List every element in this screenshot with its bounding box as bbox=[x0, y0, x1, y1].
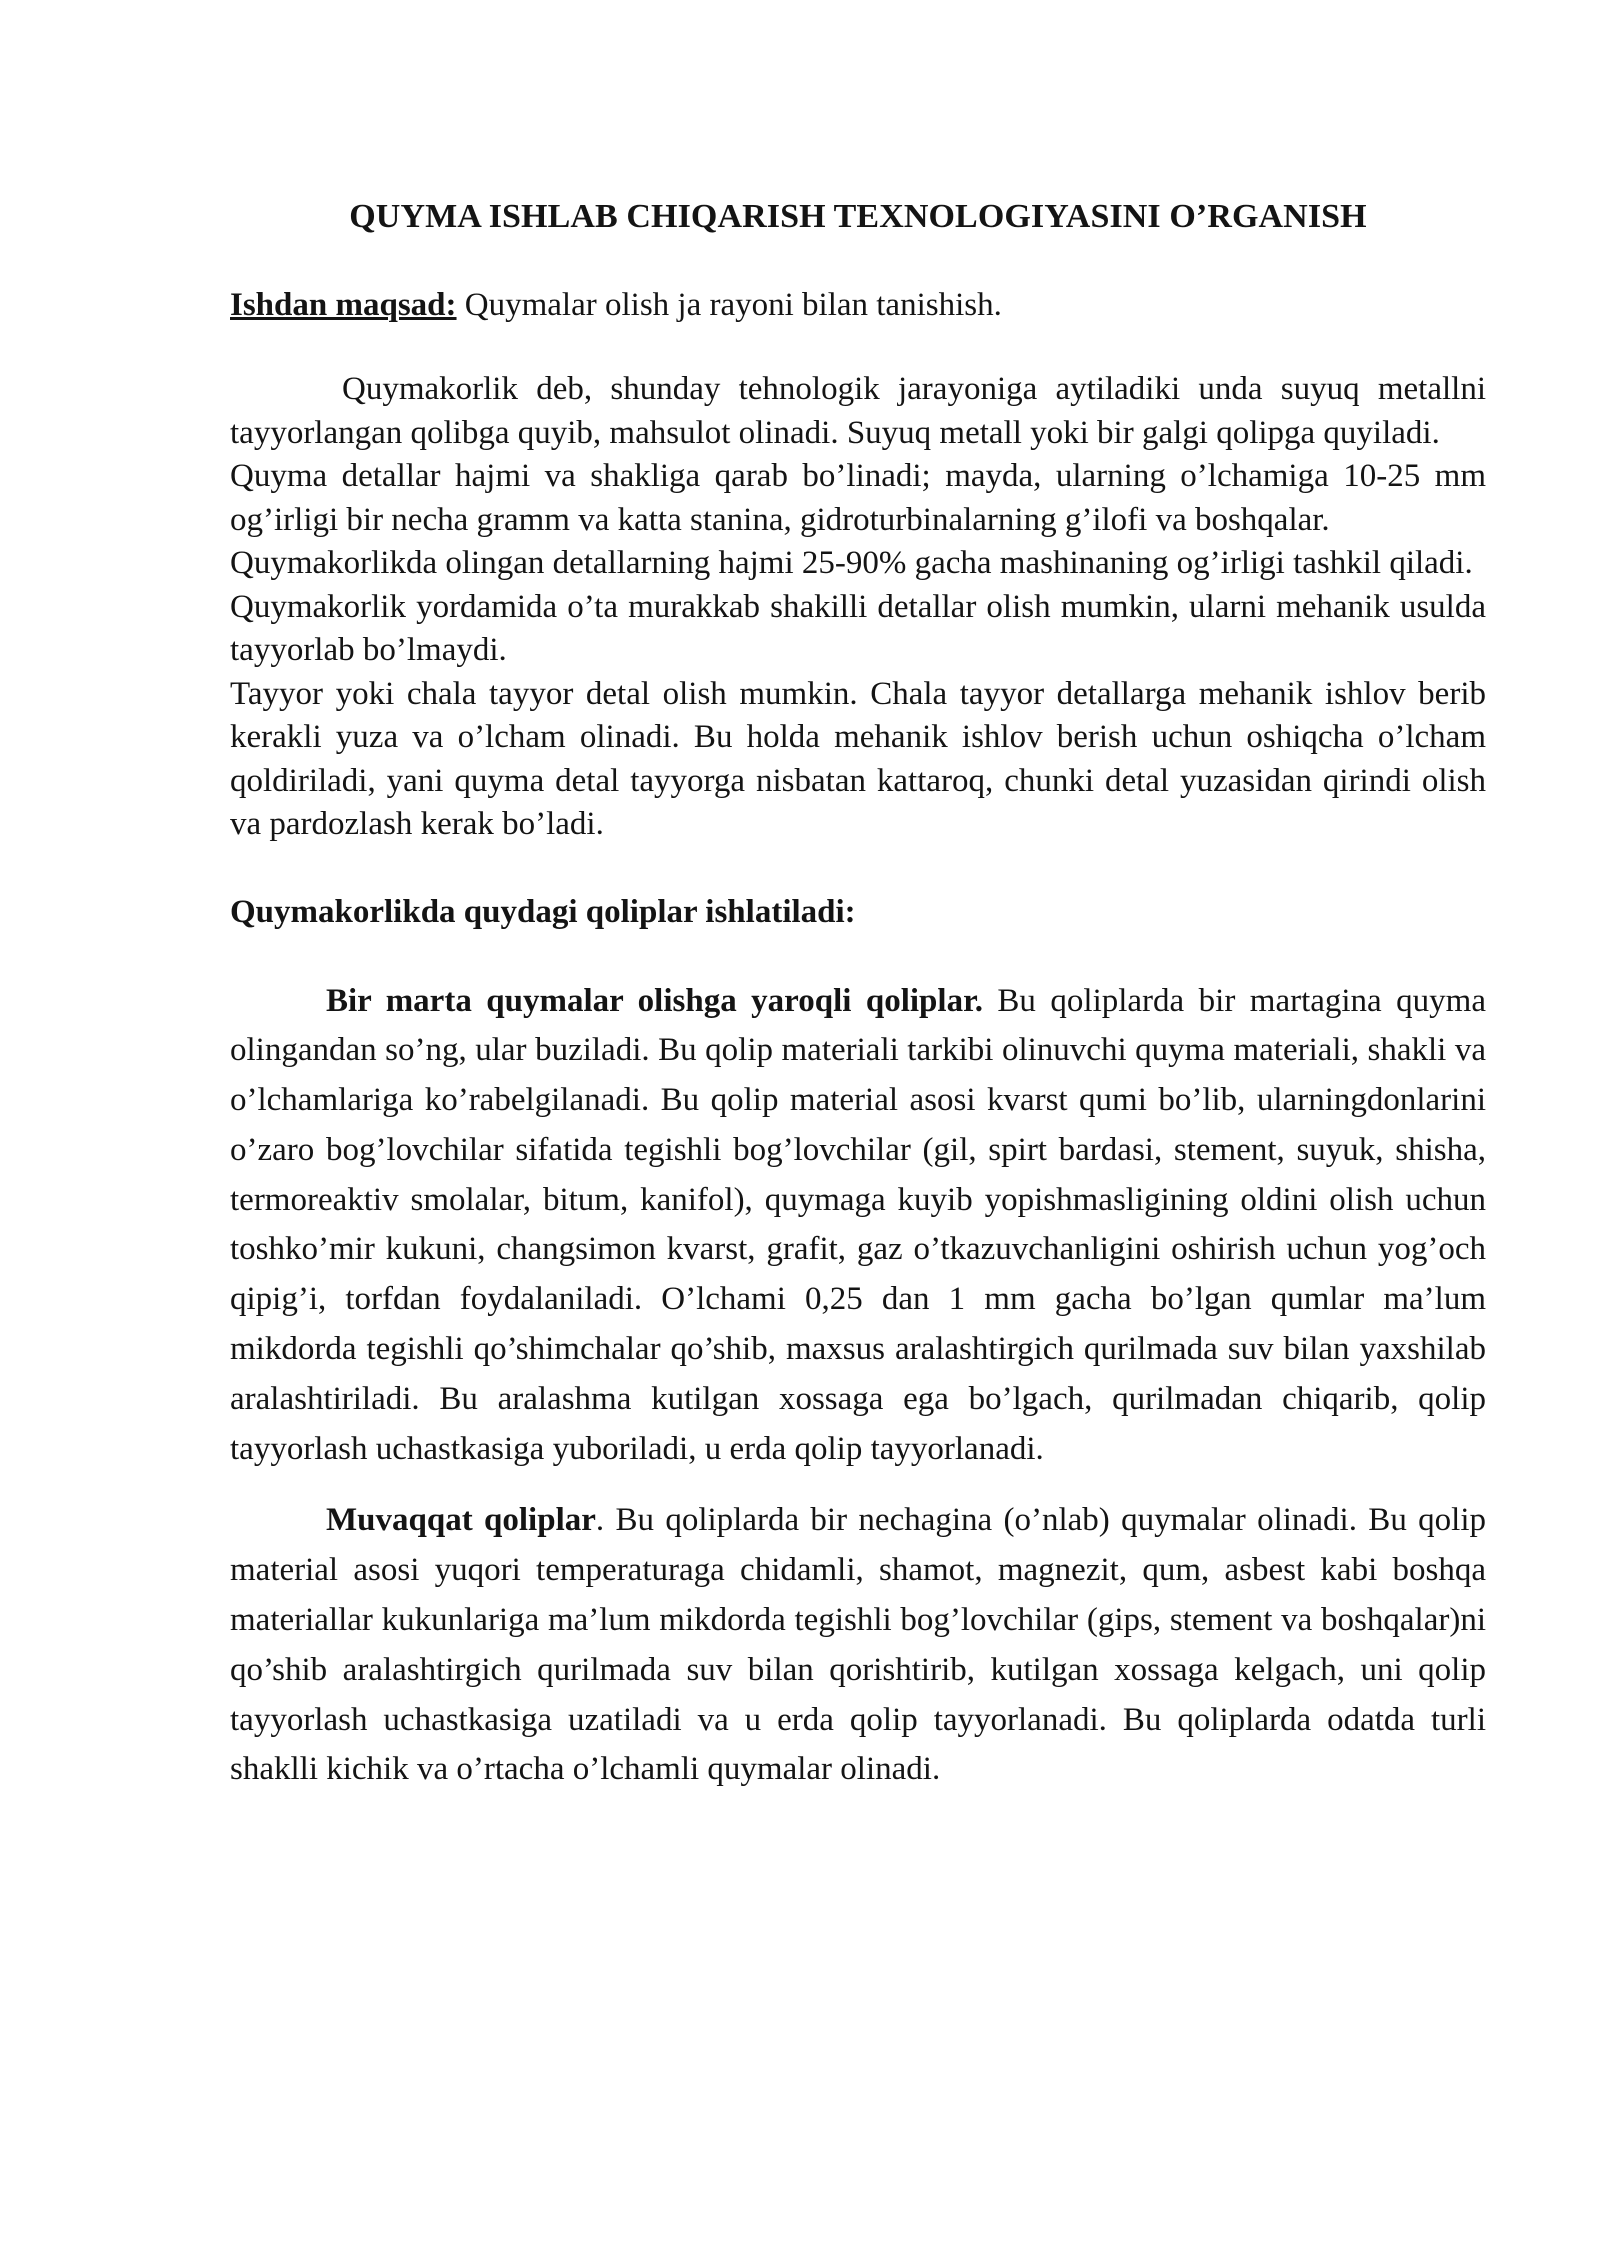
intro-paragraph: Quyma detallar hajmi va shakliga qarab bo’linadi; mayda, ularning o’lchamiga 10-25 mm og’irligi bir necha gramm va katta stanina, gidroturbinalarning g’ilofi va boshqalar. bbox=[230, 458, 1486, 538]
mold-paragraph-temporary bbox=[230, 1496, 1486, 1795]
intro-section bbox=[230, 368, 1486, 847]
intro-paragraph: Tayyor yoki chala tayyor detal olish mumkin. Chala tayyor detallarga mehanik ishlov berib kerakli yuza va o’lcham olinadi. Bu holda mehanik ishlov berish uchun oshiqcha o’lcham qoldiriladi, yani quyma detal tayyorga nisbatan kattaroq, chunki detal yuzasidan qirindi olish va pardozlash kerak bo’ladi. bbox=[230, 675, 1486, 842]
paragraph-lead: Muvaqqat qoliplar bbox=[326, 1502, 596, 1539]
aim-label: Ishdan maqsad: bbox=[230, 287, 457, 323]
paragraph-lead: Bir marta quymalar olishga yaroqli qoliplar. bbox=[326, 982, 983, 1019]
section-heading: Quymakorlikda quydagi qoliplar ishlatiladi: bbox=[230, 893, 856, 930]
intro-paragraph: Quymakorlik deb, shunday tehnologik jarayoniga aytiladiki unda suyuq metallni tayyorlangan qolibga quyib, mahsulot olinadi. Suyuq metall yoki bir galgi qolipga quyiladi. bbox=[230, 371, 1486, 451]
paragraph-text: Bu qoliplarda bir martagina quyma olingandan so’ng, ular buziladi. Bu qolip materiali tarkibi olinuvchi quyma materiali, shakli va o’lchamlariga ko’rabelgilanadi. Bu qolip material asosi kvarst qumi bo’lib, ularningdonlarini o’zaro bog’lovchilar sifatida tegishli bog’lovchilar (gil, spirt bardasi, stement, suyuk, shisha, termoreaktiv smolalar, bitum, kanifol), quymaga kuyib yopishmasligining oldini olish uchun toshko’mir kukuni, changsimon kvarst, grafit, gaz o’tkazuvchanligini oshirish uchun yog’och qipig’i, torfdan foydalaniladi. O’lchami 0,25 dan 1 mm gacha bo’lgan qumlar ma’lum mikdorda tegishli qo’shimchalar qo’shib, maxsus aralashtirgich qurilmada suv bilan yaxshilab aralashtiriladi. Bu aralashma kutilgan xossaga ega bo’lgach, qurilmadan chiqarib, qolip tayyorlash uchastkasiga yuboriladi, u erda qolip tayyorlanadi. bbox=[230, 982, 1486, 1467]
document-page bbox=[230, 196, 1486, 1795]
paragraph-text: . Bu qoliplarda bir nechagina (o’nlab) quymalar olinadi. Bu qolip material asosi yuqori temperaturaga chidamli, shamot, magnezit, qum, asbest kabi boshqa materiallar kukunlariga ma’lum mikdorda tegishli bog’lovchilar (gips, stement va boshqalar)ni qo’shib aralashtirgich qurilmada suv bilan qorishtirib, kutilgan xossaga kelgach, uni qolip tayyorlash uchastkasiga uzatiladi va u erda qolip tayyorlanadi. Bu qoliplarda odatda turli shaklli kichik va o’rtacha o’lchamli quymalar olinadi. bbox=[230, 1502, 1486, 1788]
aim-text: Quymalar olish ja rayoni bilan tanishish. bbox=[456, 287, 1002, 323]
document-title: QUYMA ISHLAB CHIQARISH TEXNOLOGIYASINI O’RGANISH bbox=[349, 198, 1367, 235]
aim-line bbox=[230, 284, 1486, 326]
mold-paragraph-single-use bbox=[230, 977, 1486, 1475]
intro-paragraph: Quymakorlikda olingan detallarning hajmi 25-90% gacha mashinaning og’irligi tashkil qiladi. bbox=[230, 545, 1473, 581]
intro-paragraph: Quymakorlik yordamida o’ta murakkab shakilli detallar olish mumkin, ularni mehanik usulda tayyorlab bo’lmaydi. bbox=[230, 588, 1486, 668]
